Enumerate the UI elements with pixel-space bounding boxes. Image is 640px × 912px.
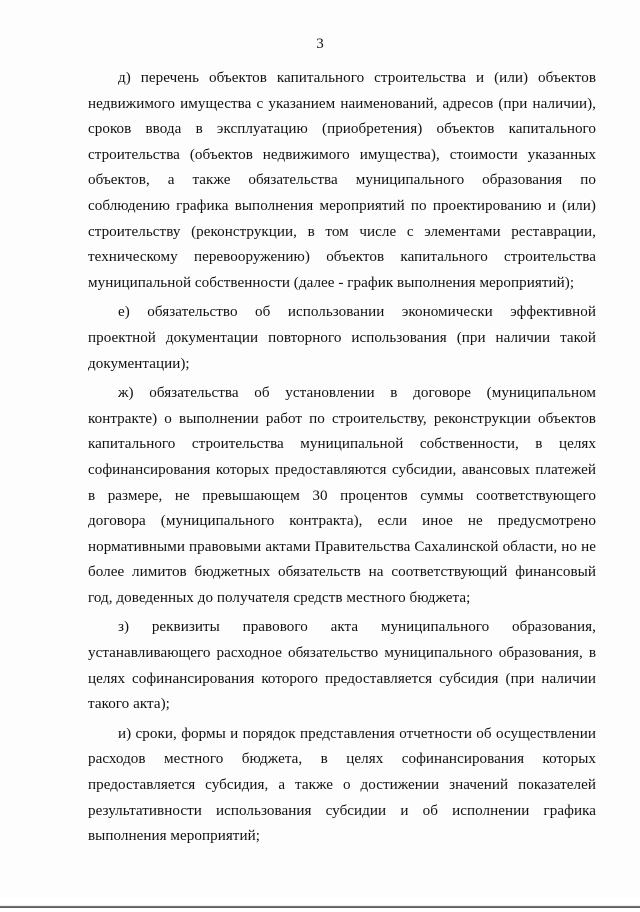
paragraph-i: и) сроки, формы и порядок представления отчетности об осуществлении расходов местного бюджета, в целях софинансирования которых предоставляется субсидия, а также о достижении значений показателей результативности использования субсидии и об исполнении графика выполнения мероприятий;	[88, 725, 596, 845]
paragraph-z: з) реквизиты правового акта муниципального образования, устанавливающего расходное обязательство муниципального образования, в целях софинансирования которого предоставляется субсидия (при наличии такого акта);	[88, 619, 596, 713]
page-number: 3	[316, 36, 324, 52]
paragraph-zh: ж) обязательства об установлении в договоре (муниципальном контракте) о выполнении работ по строительству, реконструкции объектов капитального строительства муниципальной собственности, в целях софинансирования которых предоставляются субсидии, авансовых платежей в размере, не превышающем 30 процентов суммы соответствующего договора (муниципального контракта), если иное не предусмотрено нормативными правовыми актами Правительства Сахалинской области, но не более лимитов бюджетных обязательств на соответствующий финансовый год, доведенных до получателя средств местного бюджета;	[88, 385, 596, 606]
paragraph-d: д) перечень объектов капитального строительства и (или) объектов недвижимого имущества с указанием наименований, адресов (при наличии), сроков ввода в эксплуатацию (приобретения) объектов капитального строительства (объектов недвижимого имущества), стоимости указанных объектов, а также обязательства муниципального образования по соблюдению графика выполнения мероприятий по проектированию и (или) строительству (реконструкции, в том числе с элементами реставрации, техническому перевооружению) объектов капитального строительства муниципальной собственности (далее - график выполнения мероприятий);	[88, 70, 596, 291]
scan-bottom-edge	[0, 898, 640, 912]
document-body	[88, 66, 596, 854]
paragraph-e: е) обязательство об использовании экономически эффективной проектной документации повторного использования (при наличии такой документации);	[88, 304, 596, 372]
